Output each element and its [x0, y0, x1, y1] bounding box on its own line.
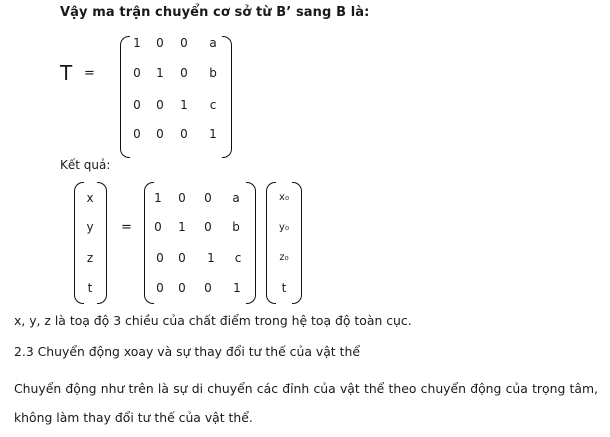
- matrix-cell: 0: [156, 98, 164, 112]
- matrix-cell: 0: [180, 66, 188, 80]
- matrix-cell: c: [234, 251, 242, 265]
- matrix-cell: 0: [133, 98, 141, 112]
- matrix-cell: 0: [133, 127, 141, 141]
- result-matrix: [144, 182, 256, 304]
- matrix-cell: 1: [209, 127, 217, 141]
- vector-cell: y: [86, 220, 94, 234]
- matrix-cell: a: [209, 36, 217, 50]
- vector-cell: y₀: [279, 222, 289, 233]
- matrix-cell: 0: [133, 66, 141, 80]
- matrix-cell: 0: [204, 220, 212, 234]
- matrix-cell: 0: [156, 281, 164, 295]
- matrix-cell: 1: [178, 220, 186, 234]
- matrix-t-label: T: [60, 61, 73, 85]
- matrix-cell: 0: [178, 251, 186, 265]
- vector-cell: x₀: [279, 192, 289, 203]
- matrix-cell: c: [209, 98, 217, 112]
- vector-cell: t: [281, 281, 287, 295]
- matrix-cell: b: [232, 220, 240, 234]
- rhs-vector: [266, 182, 302, 304]
- heading: Vậy ma trận chuyển cơ sở từ B’ sang B là:: [60, 5, 370, 20]
- vector-cell: z₀: [279, 252, 289, 263]
- matrix-cell: 1: [154, 191, 162, 205]
- vector-cell: t: [87, 281, 93, 295]
- matrix-cell: 1: [207, 251, 215, 265]
- equals-sign: =: [121, 220, 132, 235]
- section-title: 2.3 Chuyển động xoay và sự thay đổi tư thế của vật thể: [14, 344, 360, 359]
- matrix-cell: 0: [180, 36, 188, 50]
- matrix-cell: 0: [156, 36, 164, 50]
- matrix-cell: 0: [204, 281, 212, 295]
- matrix-cell: b: [209, 66, 217, 80]
- matrix-cell: 0: [178, 281, 186, 295]
- matrix-t: [120, 36, 232, 158]
- lhs-vector: [74, 182, 107, 304]
- coords-description: x, y, z là toạ độ 3 chiều của chất điểm trong hệ toạ độ toàn cục.: [14, 313, 412, 328]
- equals-sign: =: [84, 66, 95, 81]
- matrix-cell: a: [232, 191, 240, 205]
- matrix-cell: 0: [154, 220, 162, 234]
- matrix-cell: 1: [180, 98, 188, 112]
- vector-cell: z: [86, 251, 94, 265]
- matrix-cell: 1: [233, 281, 241, 295]
- vector-cell: x: [86, 191, 94, 205]
- matrix-cell: 0: [156, 251, 164, 265]
- matrix-cell: 1: [133, 36, 141, 50]
- matrix-cell: 0: [178, 191, 186, 205]
- body-paragraph: Chuyển động như trên là sự di chuyển các đỉnh của vật thể theo chuyển động của trọng tâm, không làm thay đổi tư thế của vật thể.: [14, 381, 598, 425]
- matrix-cell: 0: [204, 191, 212, 205]
- result-label: Kết quả:: [60, 158, 111, 172]
- matrix-cell: 1: [156, 66, 164, 80]
- matrix-cell: 0: [180, 127, 188, 141]
- matrix-cell: 0: [156, 127, 164, 141]
